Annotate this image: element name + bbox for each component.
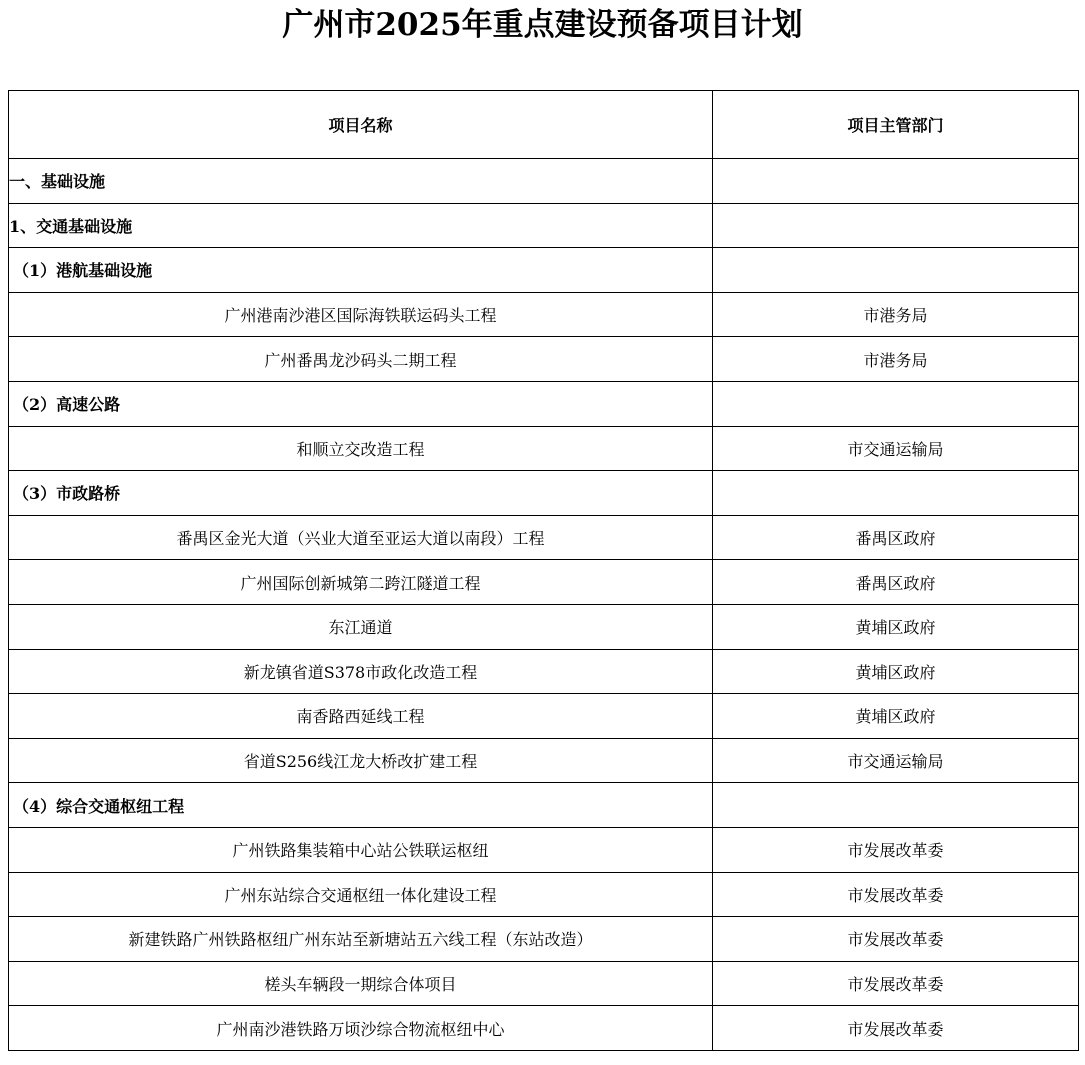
project-name-cell: 和顺立交改造工程 — [9, 426, 713, 471]
column-header-project-name: 项目名称 — [9, 91, 713, 159]
table-row — [9, 917, 1079, 962]
section-heading: 一、基础设施 — [9, 159, 713, 204]
department-cell — [713, 248, 1079, 293]
department-cell: 市交通运输局 — [713, 738, 1079, 783]
column-header-department: 项目主管部门 — [713, 91, 1079, 159]
project-name-cell: 番禺区金光大道（兴业大道至亚运大道以南段）工程 — [9, 515, 713, 560]
department-cell — [713, 159, 1079, 204]
department-cell: 市交通运输局 — [713, 426, 1079, 471]
department-cell — [713, 471, 1079, 516]
table-row — [9, 560, 1079, 605]
table-row — [9, 604, 1079, 649]
department-cell: 番禺区政府 — [713, 560, 1079, 605]
project-name-cell: 广州铁路集装箱中心站公铁联运枢纽 — [9, 827, 713, 872]
department-cell: 市发展改革委 — [713, 961, 1079, 1006]
subsection-heading: （4）综合交通枢纽工程 — [9, 783, 713, 828]
table-row — [9, 426, 1079, 471]
department-cell: 市发展改革委 — [713, 917, 1079, 962]
department-cell — [713, 783, 1079, 828]
project-name-cell: 南香路西延线工程 — [9, 694, 713, 739]
table-row — [9, 1006, 1079, 1051]
table-row — [9, 337, 1079, 382]
department-cell: 市发展改革委 — [713, 1006, 1079, 1051]
document-title: 广州市2025年重点建设预备项目计划 — [282, 7, 803, 43]
table-row — [9, 649, 1079, 694]
project-name-cell: 广州番禺龙沙码头二期工程 — [9, 337, 713, 382]
department-cell: 市港务局 — [713, 292, 1079, 337]
subsection-heading: （2）高速公路 — [9, 381, 713, 426]
table-row — [9, 961, 1079, 1006]
table-row — [9, 248, 1079, 293]
table-row — [9, 381, 1079, 426]
table-row — [9, 872, 1079, 917]
department-cell: 黄埔区政府 — [713, 694, 1079, 739]
project-plan-table — [8, 90, 1079, 1051]
project-name-cell: 新龙镇省道S378市政化改造工程 — [9, 649, 713, 694]
table-row — [9, 827, 1079, 872]
table-row — [9, 471, 1079, 516]
table-row — [9, 159, 1079, 204]
project-name-cell: 省道S256线江龙大桥改扩建工程 — [9, 738, 713, 783]
project-name-cell: 槎头车辆段一期综合体项目 — [9, 961, 713, 1006]
table-row — [9, 203, 1079, 248]
section-heading: 1、交通基础设施 — [9, 203, 713, 248]
subsection-heading: （3）市政路桥 — [9, 471, 713, 516]
table-row — [9, 292, 1079, 337]
project-name-cell: 东江通道 — [9, 604, 713, 649]
department-cell — [713, 381, 1079, 426]
project-name-cell: 广州国际创新城第二跨江隧道工程 — [9, 560, 713, 605]
department-cell: 黄埔区政府 — [713, 604, 1079, 649]
department-cell: 番禺区政府 — [713, 515, 1079, 560]
department-cell: 黄埔区政府 — [713, 649, 1079, 694]
project-name-cell: 新建铁路广州铁路枢纽广州东站至新塘站五六线工程（东站改造） — [9, 917, 713, 962]
department-cell: 市发展改革委 — [713, 872, 1079, 917]
table-row — [9, 738, 1079, 783]
project-name-cell: 广州南沙港铁路万顷沙综合物流枢纽中心 — [9, 1006, 713, 1051]
subsection-heading: （1）港航基础设施 — [9, 248, 713, 293]
project-name-cell: 广州东站综合交通枢纽一体化建设工程 — [9, 872, 713, 917]
table-row — [9, 694, 1079, 739]
table-row — [9, 515, 1079, 560]
table-header-row — [9, 91, 1079, 159]
department-cell: 市发展改革委 — [713, 827, 1079, 872]
department-cell — [713, 203, 1079, 248]
table-row — [9, 783, 1079, 828]
department-cell: 市港务局 — [713, 337, 1079, 382]
project-name-cell: 广州港南沙港区国际海铁联运码头工程 — [9, 292, 713, 337]
